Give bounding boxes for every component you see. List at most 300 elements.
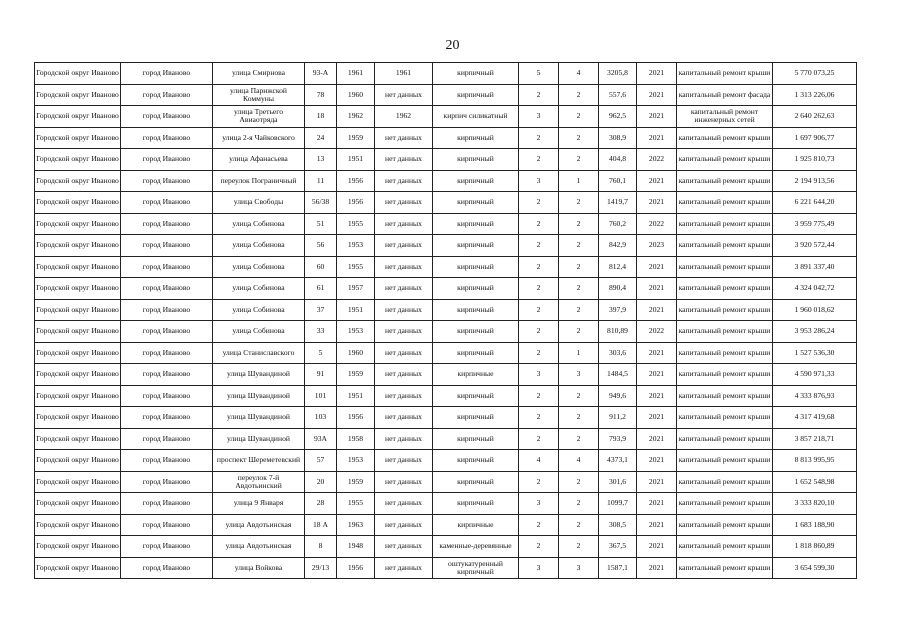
cell-settlement: город Иваново (121, 63, 213, 85)
cell-repair-year: 2022 (637, 149, 677, 171)
cell-repair-type: капитальный ремонт крыши (677, 471, 773, 493)
cell-year-built: 1963 (337, 514, 375, 536)
cell-street: улица Шувандиной (213, 364, 305, 386)
cell-settlement: город Иваново (121, 84, 213, 106)
cell-entrances: 2 (559, 213, 599, 235)
table-row (35, 321, 857, 343)
cell-year-built: 1956 (337, 170, 375, 192)
cell-repair-cost: 3 953 286,24 (773, 321, 857, 343)
cell-house-number: 91 (305, 364, 337, 386)
cell-wall-material: кирпичный (433, 299, 519, 321)
cell-municipality: Городской округ Иваново (35, 321, 121, 343)
cell-repair-year: 2021 (637, 536, 677, 558)
table-row (35, 471, 857, 493)
cell-repair-cost: 1 925 810,73 (773, 149, 857, 171)
cell-total-area: 760,2 (599, 213, 637, 235)
cell-settlement: город Иваново (121, 213, 213, 235)
housing-repair-table (34, 62, 857, 579)
cell-year-commissioned: нет данных (375, 428, 433, 450)
cell-repair-year: 2021 (637, 450, 677, 472)
cell-municipality: Городской округ Иваново (35, 385, 121, 407)
cell-municipality: Городской округ Иваново (35, 342, 121, 364)
cell-street: улица Собинова (213, 235, 305, 257)
table-row (35, 235, 857, 257)
cell-total-area: 557,6 (599, 84, 637, 106)
cell-entrances: 2 (559, 493, 599, 515)
cell-total-area: 1587,1 (599, 557, 637, 579)
cell-house-number: 18 А (305, 514, 337, 536)
cell-entrances: 2 (559, 299, 599, 321)
table-row (35, 364, 857, 386)
cell-year-commissioned: 1961 (375, 63, 433, 85)
cell-house-number: 56 (305, 235, 337, 257)
cell-repair-type: капитальный ремонт крыши (677, 342, 773, 364)
cell-street: улица Станиславского (213, 342, 305, 364)
cell-street: улица Афанасьева (213, 149, 305, 171)
cell-floors: 2 (519, 213, 559, 235)
table-row (35, 149, 857, 171)
cell-repair-year: 2021 (637, 428, 677, 450)
cell-wall-material: кирпичные (433, 364, 519, 386)
cell-repair-cost: 1 527 536,30 (773, 342, 857, 364)
cell-wall-material: каменные-деревянные (433, 536, 519, 558)
cell-floors: 5 (519, 63, 559, 85)
cell-house-number: 5 (305, 342, 337, 364)
table-row (35, 170, 857, 192)
cell-year-built: 1951 (337, 385, 375, 407)
cell-repair-cost: 4 590 971,33 (773, 364, 857, 386)
cell-settlement: город Иваново (121, 450, 213, 472)
cell-repair-cost: 2 640 262,63 (773, 106, 857, 128)
cell-year-built: 1953 (337, 235, 375, 257)
cell-entrances: 2 (559, 149, 599, 171)
cell-repair-cost: 3 654 599,30 (773, 557, 857, 579)
cell-repair-cost: 4 324 042,72 (773, 278, 857, 300)
cell-repair-year: 2022 (637, 213, 677, 235)
cell-year-commissioned: нет данных (375, 84, 433, 106)
cell-house-number: 61 (305, 278, 337, 300)
cell-repair-type: капитальный ремонт крыши (677, 557, 773, 579)
cell-repair-type: капитальный ремонт крыши (677, 321, 773, 343)
cell-municipality: Городской округ Иваново (35, 407, 121, 429)
table-row (35, 450, 857, 472)
cell-year-commissioned: нет данных (375, 213, 433, 235)
cell-municipality: Городской округ Иваново (35, 428, 121, 450)
cell-floors: 2 (519, 321, 559, 343)
cell-settlement: город Иваново (121, 321, 213, 343)
cell-floors: 3 (519, 364, 559, 386)
cell-floors: 3 (519, 106, 559, 128)
cell-repair-type: капитальный ремонт крыши (677, 192, 773, 214)
cell-entrances: 3 (559, 364, 599, 386)
cell-year-built: 1961 (337, 63, 375, 85)
cell-wall-material: кирпичный (433, 385, 519, 407)
cell-repair-type: капитальный ремонт фасада (677, 84, 773, 106)
cell-house-number: 37 (305, 299, 337, 321)
cell-floors: 2 (519, 127, 559, 149)
cell-wall-material: кирпичный (433, 278, 519, 300)
cell-repair-year: 2021 (637, 256, 677, 278)
cell-repair-type: капитальный ремонт крыши (677, 256, 773, 278)
cell-house-number: 57 (305, 450, 337, 472)
cell-wall-material: кирпичные (433, 514, 519, 536)
cell-street: улица Войкова (213, 557, 305, 579)
cell-repair-cost: 1 683 188,90 (773, 514, 857, 536)
cell-municipality: Городской округ Иваново (35, 299, 121, 321)
table-row (35, 428, 857, 450)
cell-repair-year: 2021 (637, 84, 677, 106)
cell-entrances: 2 (559, 106, 599, 128)
cell-settlement: город Иваново (121, 407, 213, 429)
cell-house-number: 101 (305, 385, 337, 407)
cell-street: переулок 7-й Авдотьинский (213, 471, 305, 493)
cell-repair-type: капитальный ремонт крыши (677, 213, 773, 235)
table-row (35, 256, 857, 278)
cell-year-built: 1962 (337, 106, 375, 128)
cell-total-area: 911,2 (599, 407, 637, 429)
cell-year-built: 1959 (337, 127, 375, 149)
cell-repair-type: капитальный ремонт крыши (677, 385, 773, 407)
cell-year-commissioned: нет данных (375, 407, 433, 429)
cell-floors: 2 (519, 471, 559, 493)
cell-settlement: город Иваново (121, 256, 213, 278)
cell-house-number: 93-А (305, 63, 337, 85)
cell-street: улица Собинова (213, 278, 305, 300)
cell-total-area: 890,4 (599, 278, 637, 300)
cell-floors: 3 (519, 493, 559, 515)
cell-wall-material: кирпичный (433, 493, 519, 515)
cell-repair-type: капитальный ремонт крыши (677, 536, 773, 558)
cell-house-number: 93А (305, 428, 337, 450)
cell-year-commissioned: нет данных (375, 471, 433, 493)
table-row (35, 536, 857, 558)
cell-municipality: Городской округ Иваново (35, 213, 121, 235)
table-row (35, 493, 857, 515)
cell-house-number: 103 (305, 407, 337, 429)
table-row (35, 278, 857, 300)
cell-repair-type: капитальный ремонт крыши (677, 235, 773, 257)
cell-municipality: Городской округ Иваново (35, 192, 121, 214)
cell-house-number: 51 (305, 213, 337, 235)
cell-floors: 2 (519, 428, 559, 450)
cell-municipality: Городской округ Иваново (35, 106, 121, 128)
cell-year-built: 1960 (337, 84, 375, 106)
cell-repair-type: капитальный ремонт крыши (677, 428, 773, 450)
cell-entrances: 2 (559, 471, 599, 493)
cell-repair-cost: 3 891 337,40 (773, 256, 857, 278)
cell-total-area: 367,5 (599, 536, 637, 558)
cell-wall-material: кирпичный (433, 127, 519, 149)
cell-total-area: 842,9 (599, 235, 637, 257)
cell-repair-type: капитальный ремонт крыши (677, 127, 773, 149)
cell-municipality: Городской округ Иваново (35, 278, 121, 300)
cell-repair-year: 2021 (637, 299, 677, 321)
cell-repair-cost: 1 818 860,89 (773, 536, 857, 558)
cell-year-built: 1948 (337, 536, 375, 558)
cell-municipality: Городской округ Иваново (35, 364, 121, 386)
cell-year-commissioned: нет данных (375, 235, 433, 257)
cell-entrances: 2 (559, 235, 599, 257)
cell-settlement: город Иваново (121, 428, 213, 450)
cell-wall-material: кирпичный (433, 256, 519, 278)
cell-repair-year: 2021 (637, 471, 677, 493)
cell-total-area: 949,6 (599, 385, 637, 407)
cell-municipality: Городской округ Иваново (35, 63, 121, 85)
cell-year-commissioned: нет данных (375, 127, 433, 149)
cell-total-area: 812,4 (599, 256, 637, 278)
cell-total-area: 962,5 (599, 106, 637, 128)
cell-total-area: 308,9 (599, 127, 637, 149)
cell-municipality: Городской округ Иваново (35, 235, 121, 257)
cell-repair-year: 2021 (637, 192, 677, 214)
cell-year-commissioned: нет данных (375, 149, 433, 171)
cell-repair-cost: 3 959 775,49 (773, 213, 857, 235)
cell-entrances: 2 (559, 514, 599, 536)
table-row (35, 106, 857, 128)
cell-settlement: город Иваново (121, 106, 213, 128)
cell-municipality: Городской округ Иваново (35, 170, 121, 192)
cell-entrances: 2 (559, 278, 599, 300)
cell-repair-type: капитальный ремонт крыши (677, 170, 773, 192)
cell-wall-material: кирпичный (433, 192, 519, 214)
cell-settlement: город Иваново (121, 514, 213, 536)
cell-wall-material: кирпичный (433, 170, 519, 192)
table-row (35, 63, 857, 85)
cell-street: улица Парижской Коммуны (213, 84, 305, 106)
cell-total-area: 793,9 (599, 428, 637, 450)
cell-street: улица Собинова (213, 213, 305, 235)
cell-entrances: 4 (559, 63, 599, 85)
cell-street: улица Свободы (213, 192, 305, 214)
cell-street: улица Авдотьинская (213, 536, 305, 558)
cell-total-area: 760,1 (599, 170, 637, 192)
cell-year-commissioned: нет данных (375, 514, 433, 536)
cell-entrances: 2 (559, 192, 599, 214)
cell-settlement: город Иваново (121, 364, 213, 386)
cell-year-commissioned: нет данных (375, 364, 433, 386)
cell-year-commissioned: нет данных (375, 321, 433, 343)
table-row (35, 342, 857, 364)
cell-wall-material: кирпичный (433, 450, 519, 472)
cell-wall-material: кирпичный (433, 63, 519, 85)
cell-year-commissioned: нет данных (375, 450, 433, 472)
cell-house-number: 56/38 (305, 192, 337, 214)
cell-repair-type: капитальный ремонт крыши (677, 514, 773, 536)
cell-repair-year: 2021 (637, 557, 677, 579)
cell-floors: 2 (519, 514, 559, 536)
cell-wall-material: кирпичный (433, 235, 519, 257)
cell-street: улица Смирнова (213, 63, 305, 85)
cell-repair-cost: 8 813 995,95 (773, 450, 857, 472)
cell-floors: 2 (519, 536, 559, 558)
cell-floors: 2 (519, 342, 559, 364)
cell-floors: 3 (519, 557, 559, 579)
cell-repair-year: 2022 (637, 321, 677, 343)
cell-wall-material: кирпичный (433, 321, 519, 343)
cell-wall-material: кирпичный (433, 342, 519, 364)
table-row (35, 84, 857, 106)
cell-floors: 2 (519, 235, 559, 257)
cell-house-number: 13 (305, 149, 337, 171)
cell-repair-year: 2021 (637, 106, 677, 128)
cell-settlement: город Иваново (121, 536, 213, 558)
cell-house-number: 18 (305, 106, 337, 128)
cell-wall-material: кирпичный (433, 428, 519, 450)
cell-repair-type: капитальный ремонт крыши (677, 63, 773, 85)
cell-repair-year: 2021 (637, 63, 677, 85)
cell-house-number: 60 (305, 256, 337, 278)
cell-wall-material: кирпичный (433, 407, 519, 429)
cell-repair-cost: 4 317 419,68 (773, 407, 857, 429)
cell-house-number: 29/13 (305, 557, 337, 579)
cell-street: проспект Шереметевский (213, 450, 305, 472)
table-row (35, 192, 857, 214)
cell-street: улица Шувандиной (213, 385, 305, 407)
cell-house-number: 8 (305, 536, 337, 558)
table-row (35, 514, 857, 536)
cell-settlement: город Иваново (121, 471, 213, 493)
cell-year-commissioned: нет данных (375, 342, 433, 364)
cell-repair-cost: 3 920 572,44 (773, 235, 857, 257)
cell-repair-cost: 4 333 876,93 (773, 385, 857, 407)
cell-year-commissioned: нет данных (375, 299, 433, 321)
cell-entrances: 4 (559, 450, 599, 472)
cell-street: улица Шувандиной (213, 428, 305, 450)
cell-year-commissioned: нет данных (375, 493, 433, 515)
cell-year-commissioned: нет данных (375, 192, 433, 214)
cell-house-number: 11 (305, 170, 337, 192)
cell-street: улица Собинова (213, 256, 305, 278)
cell-street: улица Третьего Авиаотряда (213, 106, 305, 128)
cell-floors: 3 (519, 170, 559, 192)
cell-wall-material: кирпич силикатный (433, 106, 519, 128)
cell-floors: 2 (519, 385, 559, 407)
cell-repair-year: 2023 (637, 235, 677, 257)
cell-settlement: город Иваново (121, 278, 213, 300)
cell-settlement: город Иваново (121, 557, 213, 579)
cell-repair-year: 2021 (637, 342, 677, 364)
cell-entrances: 2 (559, 84, 599, 106)
cell-floors: 2 (519, 149, 559, 171)
cell-floors: 2 (519, 407, 559, 429)
cell-repair-type: капитальный ремонт крыши (677, 278, 773, 300)
cell-entrances: 2 (559, 256, 599, 278)
cell-repair-type: капитальный ремонт инженерных сетей (677, 106, 773, 128)
cell-year-commissioned: 1962 (375, 106, 433, 128)
cell-floors: 2 (519, 256, 559, 278)
cell-municipality: Городской округ Иваново (35, 557, 121, 579)
cell-total-area: 1419,7 (599, 192, 637, 214)
cell-total-area: 301,6 (599, 471, 637, 493)
table-row (35, 557, 857, 579)
cell-street: улица 9 Января (213, 493, 305, 515)
cell-municipality: Городской округ Иваново (35, 471, 121, 493)
cell-year-commissioned: нет данных (375, 170, 433, 192)
cell-repair-cost: 1 313 226,06 (773, 84, 857, 106)
cell-street: улица Собинова (213, 299, 305, 321)
cell-repair-type: капитальный ремонт крыши (677, 149, 773, 171)
cell-repair-cost: 6 221 644,20 (773, 192, 857, 214)
cell-house-number: 20 (305, 471, 337, 493)
cell-municipality: Городской округ Иваново (35, 536, 121, 558)
cell-house-number: 28 (305, 493, 337, 515)
table-row (35, 127, 857, 149)
cell-year-commissioned: нет данных (375, 557, 433, 579)
cell-house-number: 24 (305, 127, 337, 149)
cell-settlement: город Иваново (121, 385, 213, 407)
cell-municipality: Городской округ Иваново (35, 256, 121, 278)
cell-house-number: 33 (305, 321, 337, 343)
cell-year-built: 1955 (337, 213, 375, 235)
cell-repair-cost: 1 960 018,62 (773, 299, 857, 321)
cell-repair-cost: 2 194 913,56 (773, 170, 857, 192)
cell-wall-material: кирпичный (433, 84, 519, 106)
cell-repair-type: капитальный ремонт крыши (677, 493, 773, 515)
cell-settlement: город Иваново (121, 299, 213, 321)
cell-entrances: 2 (559, 127, 599, 149)
cell-entrances: 3 (559, 557, 599, 579)
cell-repair-type: капитальный ремонт крыши (677, 450, 773, 472)
cell-repair-year: 2021 (637, 364, 677, 386)
cell-year-built: 1955 (337, 256, 375, 278)
cell-repair-cost: 3 333 820,10 (773, 493, 857, 515)
cell-year-commissioned: нет данных (375, 536, 433, 558)
cell-year-built: 1956 (337, 192, 375, 214)
cell-year-built: 1951 (337, 149, 375, 171)
table-row (35, 213, 857, 235)
table-row (35, 407, 857, 429)
table-row (35, 299, 857, 321)
page-number: 20 (445, 38, 460, 53)
cell-repair-type: капитальный ремонт крыши (677, 299, 773, 321)
cell-total-area: 1484,5 (599, 364, 637, 386)
cell-year-commissioned: нет данных (375, 278, 433, 300)
cell-repair-cost: 5 770 073,25 (773, 63, 857, 85)
cell-municipality: Городской округ Иваново (35, 127, 121, 149)
cell-floors: 2 (519, 84, 559, 106)
cell-repair-year: 2021 (637, 493, 677, 515)
cell-year-built: 1956 (337, 557, 375, 579)
cell-year-built: 1960 (337, 342, 375, 364)
cell-settlement: город Иваново (121, 149, 213, 171)
cell-repair-year: 2021 (637, 514, 677, 536)
cell-repair-cost: 1 652 548,98 (773, 471, 857, 493)
cell-total-area: 404,8 (599, 149, 637, 171)
cell-total-area: 308,5 (599, 514, 637, 536)
cell-street: улица 2-я Чайковского (213, 127, 305, 149)
cell-floors: 2 (519, 192, 559, 214)
cell-street: улица Собинова (213, 321, 305, 343)
cell-wall-material: кирпичный (433, 471, 519, 493)
cell-repair-year: 2021 (637, 407, 677, 429)
cell-repair-year: 2021 (637, 170, 677, 192)
cell-wall-material: кирпичный (433, 213, 519, 235)
cell-year-built: 1958 (337, 428, 375, 450)
cell-total-area: 4373,1 (599, 450, 637, 472)
table-body (35, 63, 857, 579)
cell-repair-cost: 1 697 906,77 (773, 127, 857, 149)
cell-wall-material: кирпичный (433, 149, 519, 171)
cell-entrances: 2 (559, 407, 599, 429)
cell-year-built: 1959 (337, 471, 375, 493)
cell-municipality: Городской округ Иваново (35, 450, 121, 472)
cell-entrances: 2 (559, 536, 599, 558)
cell-total-area: 3205,8 (599, 63, 637, 85)
table-row (35, 385, 857, 407)
cell-floors: 2 (519, 299, 559, 321)
cell-year-built: 1953 (337, 321, 375, 343)
cell-year-built: 1955 (337, 493, 375, 515)
